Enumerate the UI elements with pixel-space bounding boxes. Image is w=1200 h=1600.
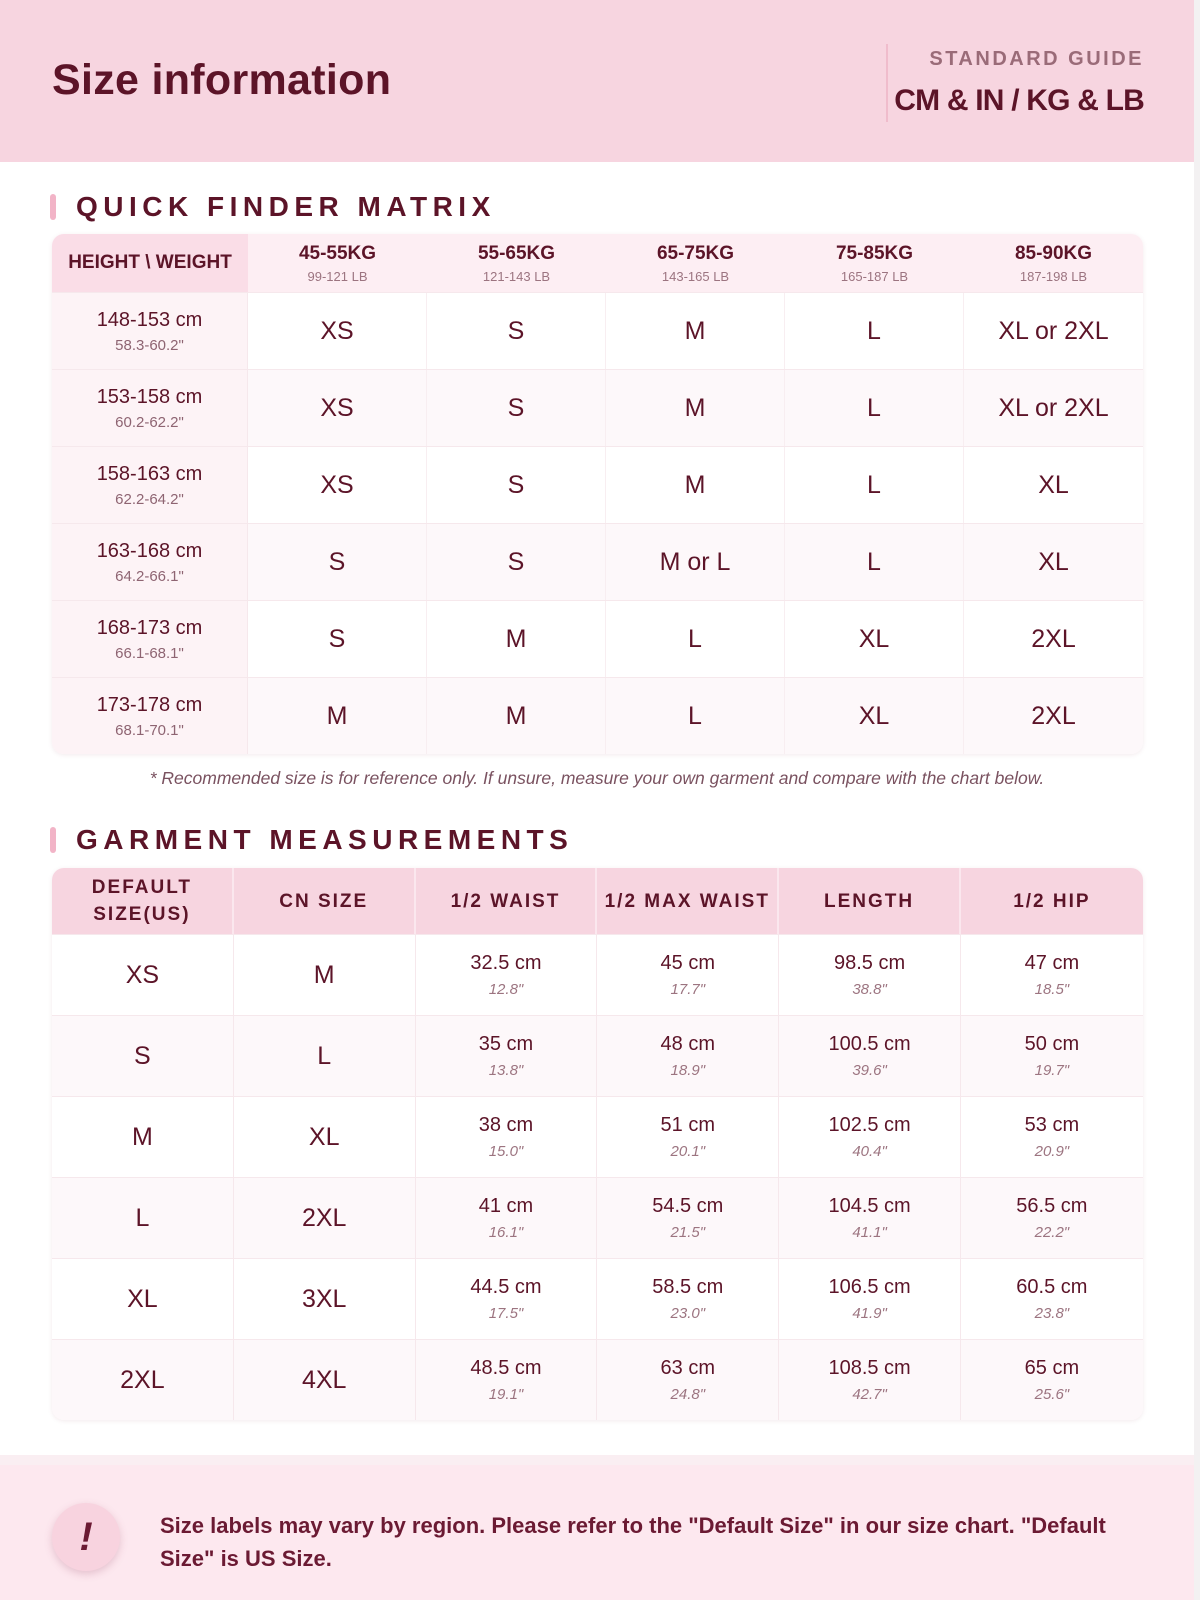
guide-subtitle: STANDARD GUIDE <box>929 48 1144 70</box>
measurement-cm: 53 cm <box>1024 1114 1080 1136</box>
height-cm: 148-153 cm <box>96 308 203 331</box>
measurement-cm: 54.5 cm <box>652 1195 724 1217</box>
measurement-in: 12.8" <box>488 981 524 998</box>
recommended-size-cell: L <box>785 524 964 600</box>
column-header: 1/2 HIP <box>1013 890 1091 912</box>
weight-lb: 121-143 LB <box>482 268 551 284</box>
exclamation-icon: ! <box>52 1503 120 1571</box>
us-size: XS <box>125 960 160 989</box>
section-accent-bar <box>50 827 56 853</box>
cn-size-cell <box>234 1340 416 1420</box>
measurement-cell <box>597 935 779 1015</box>
recommended-size-cell: S <box>427 447 606 523</box>
height-row-header <box>52 293 248 369</box>
recommended-size-cell: L <box>606 601 785 677</box>
recommended-size-cell: XS <box>248 370 427 446</box>
matrix-row <box>52 600 1143 677</box>
cn-size: M <box>313 960 335 989</box>
recommended-size-cell: L <box>785 447 964 523</box>
recommended-size-cell: M <box>606 293 785 369</box>
measurement-cell <box>597 1016 779 1096</box>
us-size-cell <box>52 1178 234 1258</box>
measurement-cm: 35 cm <box>478 1033 534 1055</box>
weight-column-header <box>248 234 427 292</box>
quick-finder-matrix <box>52 234 1143 754</box>
measurement-row <box>52 934 1143 1015</box>
height-in: 68.1-70.1" <box>115 721 184 739</box>
measurement-in: 17.7" <box>670 981 706 998</box>
height-in: 66.1-68.1" <box>115 644 184 662</box>
measurement-cell <box>779 1016 961 1096</box>
section-accent-bar <box>50 194 56 220</box>
measurement-in: 40.4" <box>852 1143 887 1160</box>
column-header: DEFAULT SIZE(US) <box>52 868 234 934</box>
measurement-cm: 45 cm <box>660 952 716 974</box>
footer-notice <box>0 1455 1194 1600</box>
recommended-size-cell: XL <box>1038 547 1069 576</box>
measurement-cell <box>779 1259 961 1339</box>
recommended-size-cell: XL <box>785 601 964 677</box>
measurement-in: 21.5" <box>670 1224 706 1241</box>
measurement-in: 38.8" <box>852 981 887 998</box>
measurement-cell <box>416 1097 598 1177</box>
page-header <box>0 0 1194 162</box>
height-in: 60.2-62.2" <box>115 413 184 431</box>
measurement-row <box>52 1258 1143 1339</box>
recommended-size-cell: M <box>427 678 606 754</box>
weight-kg: 55-65KG <box>477 242 556 264</box>
weight-column-header <box>427 234 606 292</box>
column-header: CN SIZE <box>234 868 416 934</box>
cn-size-cell <box>234 1016 416 1096</box>
recommended-size-cell: M <box>606 370 785 446</box>
recommended-size-cell: XL <box>1038 470 1069 499</box>
measurement-cell <box>597 1097 779 1177</box>
measurement-cell <box>779 1178 961 1258</box>
us-size: 2XL <box>120 1365 165 1394</box>
recommended-size-cell: 2XL <box>1031 701 1076 730</box>
weight-column-header <box>964 234 1143 292</box>
weight-kg: 65-75KG <box>656 242 735 264</box>
garment-header-row <box>52 868 1143 934</box>
us-size: XL <box>127 1284 158 1313</box>
recommended-size-cell: XL or 2XL <box>998 316 1109 345</box>
height-row-header <box>52 370 248 446</box>
measurement-cell <box>779 1340 961 1420</box>
measurement-cm: 48 cm <box>660 1033 716 1055</box>
measurement-in: 19.7" <box>1034 1062 1070 1079</box>
column-header: 1/2 MAX WAIST <box>597 868 779 934</box>
measurement-cm: 41 cm <box>478 1195 534 1217</box>
height-cm: 163-168 cm <box>96 539 203 562</box>
measurement-in: 42.7" <box>852 1386 887 1403</box>
cn-size: 2XL <box>301 1203 347 1232</box>
measurement-in: 15.0" <box>488 1143 524 1160</box>
column-header: 1/2 WAIST <box>416 868 598 934</box>
measurement-cm: 58.5 cm <box>652 1276 724 1298</box>
measurement-in: 16.1" <box>488 1224 524 1241</box>
measurement-in: 23.0" <box>670 1305 706 1322</box>
measurement-cm: 47 cm <box>1024 952 1080 974</box>
measurement-cell <box>961 935 1143 1015</box>
recommended-size-cell: L <box>785 370 964 446</box>
measurement-cm: 44.5 cm <box>470 1276 542 1298</box>
measurement-in: 23.8" <box>1034 1305 1070 1322</box>
matrix-header-row <box>52 234 1143 292</box>
weight-column-header <box>606 234 785 292</box>
height-row-header <box>52 447 248 523</box>
footer-text: Size labels may vary by region. Please refer to the "Default Size" in our size chart. "Default Size" is US Size. <box>160 1513 1106 1571</box>
section-title: QUICK FINDER MATRIX <box>76 191 496 222</box>
recommended-size-cell: L <box>606 678 785 754</box>
cn-size: 4XL <box>301 1365 347 1394</box>
recommended-size-cell: S <box>248 524 427 600</box>
recommended-size-cell: S <box>427 524 606 600</box>
measurement-row <box>52 1096 1143 1177</box>
measurement-cm: 100.5 cm <box>828 1033 911 1055</box>
cn-size-cell <box>234 1178 416 1258</box>
guide-units: CM & IN / KG & LB <box>894 84 1144 117</box>
measurement-in: 25.6" <box>1034 1386 1070 1403</box>
measurement-in: 41.1" <box>852 1224 887 1241</box>
weight-lb: 99-121 LB <box>307 268 368 284</box>
measurement-in: 17.5" <box>488 1305 524 1322</box>
measurement-cell <box>961 1178 1143 1258</box>
recommended-size-cell: M <box>427 601 606 677</box>
us-size-cell <box>52 1259 234 1339</box>
height-in: 58.3-60.2" <box>115 336 184 354</box>
recommended-size-cell: M or L <box>606 524 785 600</box>
weight-lb: 165-187 LB <box>840 268 909 284</box>
us-size: M <box>131 1122 153 1151</box>
us-size-cell <box>52 935 234 1015</box>
recommended-size-cell: XS <box>248 293 427 369</box>
height-row-header <box>52 524 248 600</box>
measurement-in: 20.1" <box>670 1143 706 1160</box>
measurement-in: 41.9" <box>852 1305 887 1322</box>
measurement-in: 39.6" <box>852 1062 887 1079</box>
matrix-corner-label: HEIGHT \ WEIGHT <box>52 234 248 292</box>
garment-measurements-table <box>52 868 1143 1420</box>
recommended-size-cell: XL or 2XL <box>998 393 1109 422</box>
measurement-cell <box>961 1259 1143 1339</box>
measurement-cell <box>961 1340 1143 1420</box>
matrix-row <box>52 523 1143 600</box>
weight-kg: 75-85KG <box>835 242 914 264</box>
measurement-cm: 48.5 cm <box>470 1357 542 1379</box>
measurement-cell <box>597 1259 779 1339</box>
quick-finder-heading <box>50 192 496 222</box>
us-size-cell <box>52 1097 234 1177</box>
measurement-cell <box>416 1016 598 1096</box>
matrix-row <box>52 446 1143 523</box>
measurement-in: 22.2" <box>1034 1224 1070 1241</box>
cn-size: L <box>317 1041 332 1070</box>
measurement-cm: 65 cm <box>1024 1357 1080 1379</box>
height-in: 62.2-64.2" <box>115 490 184 508</box>
weight-lb: 187-198 LB <box>1019 268 1088 284</box>
measurement-cell <box>597 1340 779 1420</box>
measurement-cm: 102.5 cm <box>828 1114 911 1136</box>
cn-size-cell <box>234 1259 416 1339</box>
measurement-cell <box>597 1178 779 1258</box>
measurement-cm: 50 cm <box>1024 1033 1080 1055</box>
weight-column-header <box>785 234 964 292</box>
recommended-size-cell: XS <box>248 447 427 523</box>
measurement-in: 19.1" <box>488 1386 524 1403</box>
matrix-row <box>52 369 1143 446</box>
us-size: S <box>134 1041 151 1070</box>
cn-size-cell <box>234 935 416 1015</box>
measurement-cm: 60.5 cm <box>1016 1276 1088 1298</box>
matrix-row <box>52 677 1143 754</box>
measurement-row <box>52 1015 1143 1096</box>
page-title: Size information <box>52 56 392 104</box>
recommended-size-cell: M <box>248 678 427 754</box>
us-size-cell <box>52 1016 234 1096</box>
measurement-cell <box>416 1178 598 1258</box>
weight-kg: 45-55KG <box>298 242 377 264</box>
cn-size: 3XL <box>301 1284 347 1313</box>
measurement-cm: 32.5 cm <box>470 952 542 974</box>
measurement-cm: 98.5 cm <box>834 952 906 974</box>
height-cm: 158-163 cm <box>96 462 203 485</box>
measurement-row <box>52 1177 1143 1258</box>
measurement-cell <box>416 1259 598 1339</box>
measurement-cm: 63 cm <box>660 1357 716 1379</box>
recommended-size-cell: S <box>248 601 427 677</box>
header-divider <box>886 44 888 122</box>
measurement-cell <box>961 1016 1143 1096</box>
recommended-size-cell: XL <box>785 678 964 754</box>
measurement-cm: 108.5 cm <box>828 1357 911 1379</box>
height-cm: 153-158 cm <box>96 385 203 408</box>
measurement-cell <box>416 935 598 1015</box>
matrix-row <box>52 292 1143 369</box>
column-header: LENGTH <box>779 868 961 934</box>
cn-size-cell <box>234 1097 416 1177</box>
measurement-cell <box>779 935 961 1015</box>
measurement-cell <box>779 1097 961 1177</box>
measurement-cm: 56.5 cm <box>1016 1195 1088 1217</box>
measurement-cell <box>961 1097 1143 1177</box>
measurement-in: 13.8" <box>488 1062 524 1079</box>
recommended-size-cell: S <box>427 293 606 369</box>
measurement-in: 18.5" <box>1034 981 1070 998</box>
recommended-size-cell: S <box>427 370 606 446</box>
measurement-row <box>52 1339 1143 1420</box>
measurement-in: 18.9" <box>670 1062 706 1079</box>
measurement-cm: 51 cm <box>660 1114 716 1136</box>
height-in: 64.2-66.1" <box>115 567 184 585</box>
measurement-in: 24.8" <box>670 1386 706 1403</box>
garment-heading <box>50 825 573 855</box>
recommended-size-cell: L <box>785 293 964 369</box>
height-row-header <box>52 601 248 677</box>
height-row-header <box>52 678 248 754</box>
cn-size: XL <box>308 1122 340 1151</box>
measurement-cell <box>416 1340 598 1420</box>
reference-note: * Recommended size is for reference only. If unsure, measure your own garment and compare with the chart below. <box>149 768 1045 788</box>
measurement-in: 20.9" <box>1034 1143 1070 1160</box>
measurement-cm: 38 cm <box>478 1114 534 1136</box>
weight-lb: 143-165 LB <box>661 268 730 284</box>
height-cm: 173-178 cm <box>96 693 203 716</box>
recommended-size-cell: M <box>606 447 785 523</box>
us-size: L <box>135 1203 150 1232</box>
measurement-cm: 106.5 cm <box>828 1276 911 1298</box>
recommended-size-cell: 2XL <box>1031 624 1076 653</box>
height-cm: 168-173 cm <box>96 616 203 639</box>
weight-kg: 85-90KG <box>1014 242 1093 264</box>
measurement-cm: 104.5 cm <box>828 1195 911 1217</box>
us-size-cell <box>52 1340 234 1420</box>
section-title: GARMENT MEASUREMENTS <box>76 824 574 855</box>
